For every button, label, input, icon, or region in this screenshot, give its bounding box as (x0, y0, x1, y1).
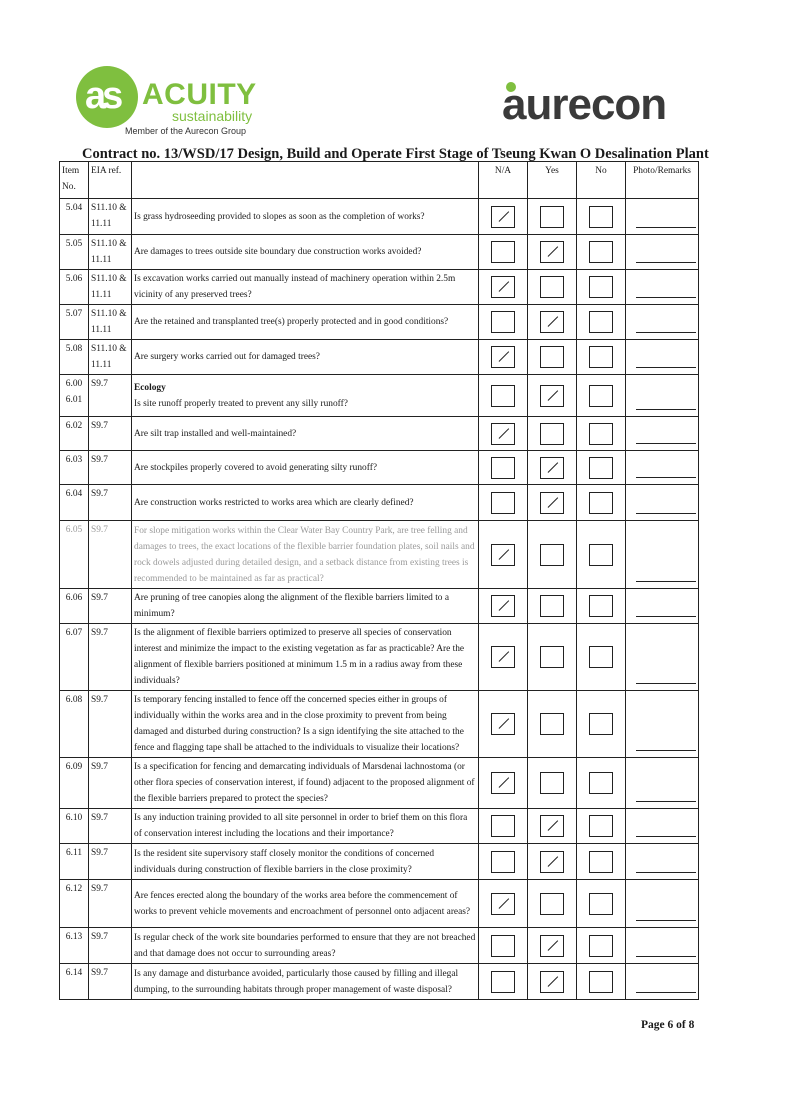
remarks-cell (626, 691, 699, 758)
question-cell (132, 844, 479, 880)
question-cell (132, 521, 479, 589)
header-eia: EIA ref. (89, 162, 132, 199)
aurecon-logo (502, 74, 702, 130)
cell-no (577, 451, 626, 485)
no-checkbox[interactable] (589, 276, 613, 298)
question-text: Are pruning of tree canopies along the alignment of the flexible barriers limited to a minimum? (134, 593, 449, 619)
eia-ref: S9.7 (89, 880, 132, 928)
cell-na (479, 340, 528, 375)
question-text: Is any damage and disturbance avoided, particularly those caused by filling and illegal dumping, to the surrounding habitats through proper management of waste disposal? (134, 968, 459, 995)
eia-ref: S9.7 (89, 758, 132, 809)
no-checkbox[interactable] (589, 423, 613, 445)
question-text: Are the retained and transplanted tree(s) properly protected and in good conditions? (134, 317, 449, 327)
no-checkbox[interactable] (589, 851, 613, 873)
yes-checkbox[interactable] (540, 893, 564, 915)
table-row (60, 235, 699, 270)
question-text: Are surgery works carried out for damaged trees? (134, 352, 320, 362)
cell-na (479, 417, 528, 451)
no-checkbox[interactable] (589, 713, 613, 735)
na-checkbox[interactable] (491, 815, 515, 837)
item-number: 6.10 (60, 809, 89, 844)
yes-checkbox[interactable] (540, 241, 564, 263)
item-number: 6.09 (60, 758, 89, 809)
yes-checkbox[interactable] (540, 935, 564, 957)
cell-na (479, 451, 528, 485)
item-number: 6.06 (60, 589, 89, 624)
item-number: 5.07 (60, 305, 89, 340)
eia-ref: S9.7 (89, 375, 132, 417)
acuity-logo (76, 66, 266, 138)
cell-na (479, 880, 528, 928)
item-number: 6.00 6.01 (60, 375, 89, 417)
question-text: Are stockpiles properly covered to avoid generating silty runoff? (134, 462, 377, 473)
remarks-line[interactable] (636, 836, 696, 837)
eia-ref: S9.7 (89, 485, 132, 521)
no-checkbox[interactable] (589, 893, 613, 915)
question-cell (132, 880, 479, 928)
yes-checkbox[interactable] (540, 815, 564, 837)
eia-ref: S11.10 & 11.11 (89, 305, 132, 340)
no-checkbox[interactable] (589, 346, 613, 368)
no-checkbox[interactable] (589, 971, 613, 993)
table-row (60, 521, 699, 589)
remarks-line[interactable] (636, 801, 696, 802)
remarks-cell (626, 375, 699, 417)
question-cell (132, 624, 479, 691)
remarks-line[interactable] (636, 872, 696, 873)
yes-checkbox[interactable] (540, 385, 564, 407)
cell-yes (528, 880, 577, 928)
question-cell (132, 451, 479, 485)
eia-ref: S9.7 (89, 928, 132, 964)
table-row (60, 928, 699, 964)
yes-checkbox[interactable] (540, 851, 564, 873)
item-number: 6.02 (60, 417, 89, 451)
no-checkbox[interactable] (589, 935, 613, 957)
item-number: 6.11 (60, 844, 89, 880)
na-checkbox[interactable] (491, 241, 515, 263)
cell-na (479, 589, 528, 624)
eia-ref: S11.10 & 11.11 (89, 270, 132, 305)
question-cell (132, 375, 479, 417)
eia-ref: S9.7 (89, 964, 132, 1000)
item-number: 6.13 (60, 928, 89, 964)
yes-checkbox[interactable] (540, 544, 564, 566)
cell-yes (528, 270, 577, 305)
cell-na (479, 305, 528, 340)
remarks-cell (626, 928, 699, 964)
item-number: 6.03 (60, 451, 89, 485)
question-cell (132, 809, 479, 844)
table-row (60, 199, 699, 235)
cell-na (479, 199, 528, 235)
yes-checkbox[interactable] (540, 311, 564, 333)
cell-no (577, 691, 626, 758)
cell-no (577, 375, 626, 417)
remarks-cell (626, 964, 699, 1000)
na-checkbox[interactable] (491, 971, 515, 993)
cell-na (479, 521, 528, 589)
remarks-line[interactable] (636, 956, 696, 957)
cell-no (577, 964, 626, 1000)
question-text: Are damages to trees outside site boundary due construction works avoided? (134, 247, 422, 257)
table-row (60, 375, 699, 417)
cell-yes (528, 375, 577, 417)
table-row (60, 844, 699, 880)
cell-no (577, 485, 626, 521)
cell-no (577, 758, 626, 809)
eia-ref: S9.7 (89, 809, 132, 844)
question-text: Is site runoff properly treated to prevent any silly runoff? (134, 398, 348, 409)
header-question (132, 162, 479, 199)
cell-yes (528, 624, 577, 691)
question-text: Is the resident site supervisory staff closely monitor the conditions of concerned individuals during construction of flexible barriers in the close proximity? (134, 848, 435, 875)
cell-no (577, 624, 626, 691)
item-number: 6.07 (60, 624, 89, 691)
yes-checkbox[interactable] (540, 457, 564, 479)
yes-checkbox[interactable] (540, 772, 564, 794)
no-checkbox[interactable] (589, 457, 613, 479)
question-text: Is temporary fencing installed to fence off the concerned species either in groups of individually within the works area and in the close proximity to prevent from being damaged and disturbed during construction? Is a sign identifying the site attached to the fence and flagging tape shall be attached to the individuals to visualize their locations? (134, 695, 464, 753)
na-checkbox[interactable] (491, 851, 515, 873)
table-row (60, 964, 699, 1000)
no-checkbox[interactable] (589, 492, 613, 514)
remarks-cell (626, 521, 699, 589)
section-heading: Ecology (134, 382, 166, 393)
question-cell (132, 270, 479, 305)
document-title: Contract no. 13/WSD/17 Design, Build and Operate First Stage of Tseung Kwan O Desalination Plant (82, 146, 709, 162)
na-checkbox[interactable] (491, 206, 515, 228)
remarks-cell (626, 624, 699, 691)
item-number: 6.05 (60, 521, 89, 589)
eia-ref: S9.7 (89, 844, 132, 880)
cell-no (577, 270, 626, 305)
no-checkbox[interactable] (589, 595, 613, 617)
table-row (60, 417, 699, 451)
yes-checkbox[interactable] (540, 276, 564, 298)
cell-na (479, 928, 528, 964)
cell-no (577, 928, 626, 964)
no-checkbox[interactable] (589, 241, 613, 263)
item-number: 6.14 (60, 964, 89, 1000)
table-row (60, 589, 699, 624)
table-row (60, 880, 699, 928)
remarks-cell (626, 844, 699, 880)
table-row (60, 451, 699, 485)
cell-no (577, 589, 626, 624)
na-checkbox[interactable] (491, 646, 515, 668)
header-item: Item No. (60, 162, 89, 199)
question-text: Is a specification for fencing and demarcating individuals of Marsdenai lachnostoma (or other flora species of conservation interest, if found) adjacent to the proposed alignment of the flexible barriers prepared to protect the species? (134, 762, 475, 804)
question-text: Is grass hydroseeding provided to slopes as soon as the completion of works? (134, 211, 425, 222)
question-cell (132, 417, 479, 451)
item-number: 6.08 (60, 691, 89, 758)
remarks-line[interactable] (636, 992, 696, 993)
eia-ref: S11.10 & 11.11 (89, 340, 132, 375)
yes-checkbox[interactable] (540, 423, 564, 445)
table-row (60, 485, 699, 521)
remarks-cell (626, 199, 699, 235)
remarks-cell (626, 880, 699, 928)
cell-na (479, 691, 528, 758)
na-checkbox[interactable] (491, 492, 515, 514)
remarks-line[interactable] (636, 262, 696, 263)
item-number: 5.04 (60, 199, 89, 235)
remarks-cell (626, 417, 699, 451)
no-checkbox[interactable] (589, 544, 613, 566)
yes-checkbox[interactable] (540, 646, 564, 668)
cell-yes (528, 451, 577, 485)
acuity-tagline: sustainability (172, 108, 253, 124)
remarks-line[interactable] (636, 920, 696, 921)
question-cell (132, 485, 479, 521)
na-checkbox[interactable] (491, 276, 515, 298)
question-cell (132, 235, 479, 270)
remarks-line[interactable] (636, 477, 696, 478)
cell-yes (528, 809, 577, 844)
question-cell (132, 340, 479, 375)
table-row (60, 270, 699, 305)
page-number: Page 6 of 8 (641, 1019, 695, 1031)
remarks-line[interactable] (636, 297, 696, 298)
cell-na (479, 375, 528, 417)
remarks-line[interactable] (636, 443, 696, 444)
question-text: Are fences erected along the boundary of the works area before the commencement of works to prevent vehicle movements and encroachment of personnel onto adjacent areas? (134, 890, 471, 917)
cell-no (577, 521, 626, 589)
remarks-line[interactable] (636, 227, 696, 228)
question-cell (132, 758, 479, 809)
cell-yes (528, 199, 577, 235)
cell-yes (528, 844, 577, 880)
cell-yes (528, 758, 577, 809)
remarks-cell (626, 485, 699, 521)
cell-na (479, 624, 528, 691)
eia-ref: S9.7 (89, 589, 132, 624)
remarks-line[interactable] (636, 683, 696, 684)
cell-na (479, 809, 528, 844)
cell-no (577, 235, 626, 270)
remarks-cell (626, 305, 699, 340)
remarks-line[interactable] (636, 616, 696, 617)
eia-ref: S9.7 (89, 451, 132, 485)
na-checkbox[interactable] (491, 544, 515, 566)
no-checkbox[interactable] (589, 311, 613, 333)
cell-na (479, 964, 528, 1000)
no-checkbox[interactable] (589, 206, 613, 228)
item-number: 5.05 (60, 235, 89, 270)
item-number: 6.12 (60, 880, 89, 928)
cell-yes (528, 485, 577, 521)
table-header-row (60, 162, 699, 199)
item-number: 5.06 (60, 270, 89, 305)
question-cell (132, 589, 479, 624)
remarks-line[interactable] (636, 332, 696, 333)
cell-yes (528, 417, 577, 451)
yes-checkbox[interactable] (540, 346, 564, 368)
remarks-cell (626, 451, 699, 485)
question-text: Are silt trap installed and well-maintained? (134, 428, 297, 439)
na-checkbox[interactable] (491, 713, 515, 735)
eia-ref: S9.7 (89, 691, 132, 758)
cell-no (577, 880, 626, 928)
question-text: For slope mitigation works within the Clear Water Bay Country Park, are tree felling and damages to trees, the exact locations of the flexible barrier foundation plates, soil nails and rock dowels adjusted during detailed design, and a setback distance from existing trees is recommended to be maintained as far as practical? (134, 525, 475, 584)
cell-yes (528, 928, 577, 964)
question-text: Are construction works restricted to works area which are clearly defined? (134, 497, 414, 508)
item-number: 6.04 (60, 485, 89, 521)
member-note: Member of the Aurecon Group (125, 126, 247, 136)
cell-na (479, 844, 528, 880)
header-remarks: Photo/Remarks (626, 162, 699, 199)
remarks-line[interactable] (636, 409, 696, 410)
header-yes: Yes (528, 162, 577, 199)
na-checkbox[interactable] (491, 893, 515, 915)
table-row (60, 809, 699, 844)
question-cell (132, 691, 479, 758)
cell-yes (528, 235, 577, 270)
cell-yes (528, 589, 577, 624)
eia-ref: S11.10 & 11.11 (89, 235, 132, 270)
acuity-monogram: as (85, 75, 120, 117)
yes-checkbox[interactable] (540, 713, 564, 735)
cell-na (479, 758, 528, 809)
na-checkbox[interactable] (491, 595, 515, 617)
table-row (60, 340, 699, 375)
cell-yes (528, 305, 577, 340)
question-cell (132, 305, 479, 340)
na-checkbox[interactable] (491, 311, 515, 333)
no-checkbox[interactable] (589, 815, 613, 837)
cell-na (479, 235, 528, 270)
eia-ref: S11.10 & 11.11 (89, 199, 132, 235)
no-checkbox[interactable] (589, 772, 613, 794)
na-checkbox[interactable] (491, 385, 515, 407)
table-row (60, 691, 699, 758)
checklist-table (59, 161, 699, 1000)
yes-checkbox[interactable] (540, 595, 564, 617)
table-row (60, 624, 699, 691)
remarks-line[interactable] (636, 750, 696, 751)
cell-no (577, 417, 626, 451)
na-checkbox[interactable] (491, 772, 515, 794)
remarks-cell (626, 809, 699, 844)
question-text: Is any induction training provided to all site personnel in order to brief them on this flora of conservation interest including the locations and their importance? (134, 813, 468, 839)
header-na: N/A (479, 162, 528, 199)
eia-ref: S9.7 (89, 624, 132, 691)
remarks-cell (626, 270, 699, 305)
no-checkbox[interactable] (589, 646, 613, 668)
remarks-line[interactable] (636, 513, 696, 514)
cell-yes (528, 964, 577, 1000)
na-checkbox[interactable] (491, 457, 515, 479)
cell-no (577, 809, 626, 844)
item-number: 5.08 (60, 340, 89, 375)
yes-checkbox[interactable] (540, 492, 564, 514)
eia-ref: S9.7 (89, 521, 132, 589)
yes-checkbox[interactable] (540, 971, 564, 993)
cell-no (577, 340, 626, 375)
remarks-cell (626, 589, 699, 624)
remarks-line[interactable] (636, 367, 696, 368)
question-text: Is the alignment of flexible barriers optimized to preserve all species of conservation interest and minimize the impact to the existing vegetation as far as practicable? Are the alignment of flexible barriers positioned at minimum 1.5 m in a radius away from these individuals? (134, 628, 465, 686)
question-cell (132, 928, 479, 964)
cell-yes (528, 691, 577, 758)
table-row (60, 758, 699, 809)
header-no: No (577, 162, 626, 199)
remarks-line[interactable] (636, 581, 696, 582)
cell-no (577, 305, 626, 340)
question-cell (132, 199, 479, 235)
no-checkbox[interactable] (589, 385, 613, 407)
cell-na (479, 485, 528, 521)
question-cell (132, 964, 479, 1000)
acuity-name: ACUITY (142, 78, 257, 111)
na-checkbox[interactable] (491, 346, 515, 368)
yes-checkbox[interactable] (540, 206, 564, 228)
cell-no (577, 844, 626, 880)
cell-na (479, 270, 528, 305)
cell-yes (528, 340, 577, 375)
cell-no (577, 199, 626, 235)
na-checkbox[interactable] (491, 935, 515, 957)
eia-ref: S9.7 (89, 417, 132, 451)
remarks-cell (626, 758, 699, 809)
question-text: Is excavation works carried out manually instead of machinery operation within 2.5m vicinity of any preserved trees? (134, 274, 456, 300)
table-row (60, 305, 699, 340)
question-text: Is regular check of the work site boundaries performed to ensure that they are not breached and that damage does not occur to surrounding areas? (134, 932, 476, 959)
remarks-cell (626, 235, 699, 270)
remarks-cell (626, 340, 699, 375)
na-checkbox[interactable] (491, 423, 515, 445)
cell-yes (528, 521, 577, 589)
aurecon-name: aurecon (502, 80, 667, 129)
